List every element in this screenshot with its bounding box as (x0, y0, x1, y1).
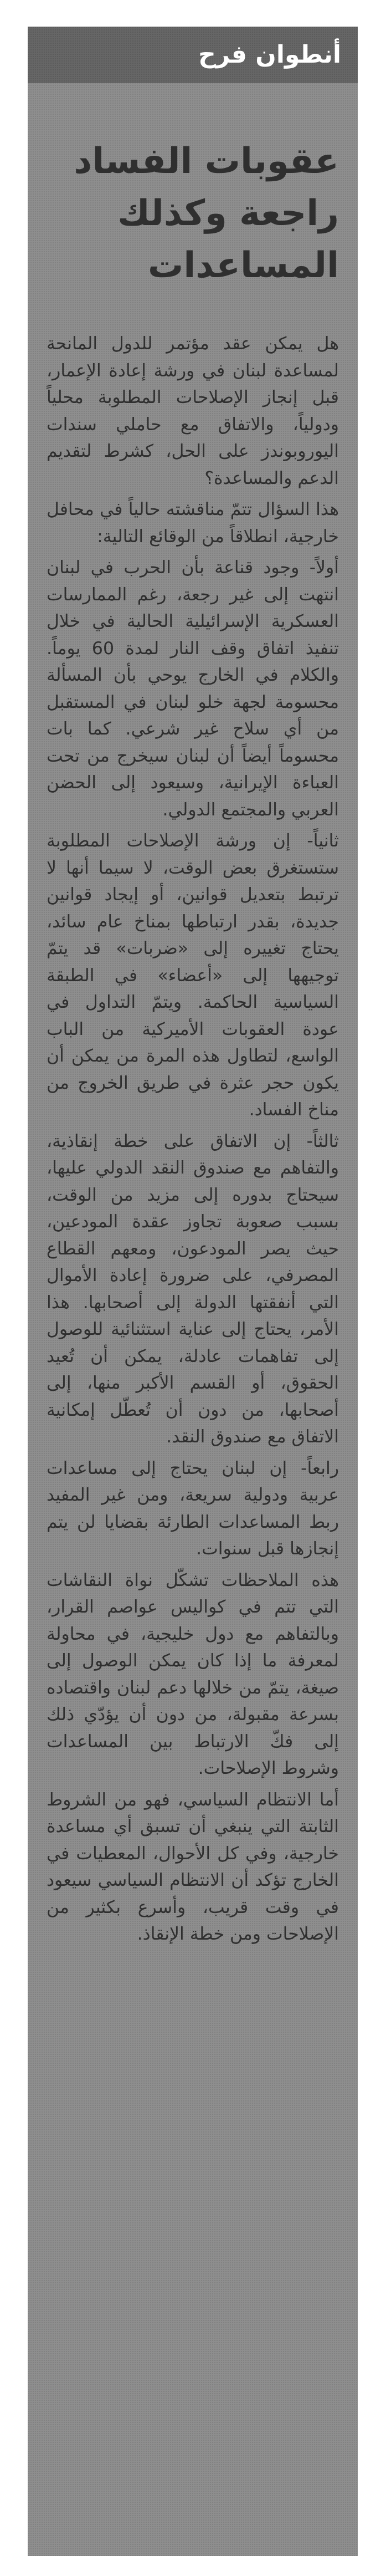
article-paragraph: أولاً- وجود قناعة بأن الحرب في لبنان انتهت إلى غير رجعة، رغم الممارسات العسكرية الإسرائيلية الحالية في خلال تنفيذ اتفاق وقف النار لمدة 60 يوماً. والكلام في الخارج يوحي بأن المسألة محسومة لجهة خلو لبنان في المستقبل من أي سلاح غير شرعي. كما بات محسوماً أيضاً أن لبنان سيخرج من تحت العباءة الإيرانية، وسيعود إلى الحضن العربي والمجتمع الدولي. (47, 558, 339, 820)
article-paragraph: ثالثاً- إن الاتفاق على خطة إنقاذية، والتفاهم مع صندوق النقد الدولي عليها، سيحتاج بدوره إلى مزيد من الوقت، بسبب صعوبة تجاوز عقدة المودعين، حيث يصر المودعون، ومعهم القطاع المصرفي، على ضرورة إعادة الأموال التي أنفقتها الدولة إلى أصحابها. هذا الأمر، يحتاج إلى عناية استثنائية للوصول إلى تفاهمات عادلة، يمكن أن تُعيد الحقوق، أو القسم الأكبر منها، إلى أصحابها، من دون أن تُعطّل إمكانية الاتفاق مع صندوق النقد. (47, 1131, 339, 1447)
article-panel (28, 27, 358, 2556)
article-body (47, 330, 339, 1948)
author-name: أنطوان فرح (198, 40, 341, 69)
article-paragraph: هذه الملاحظات تشكّل نواة النقاشات التي تتم في كواليس عواصم القرار، وبالتفاهم مع دول خليجية، في محاولة لمعرفة ما إذا كان يمكن الوصول إلى صيغة، يتمّ من خلالها دعم لبنان واقتصاده بسرعة مقبولة، من دون أن يؤدّي ذلك إلى فكّ الارتباط بين المساعدات وشروط الإصلاحات. (47, 1570, 339, 1778)
article-paragraph: رابعاً- إن لبنان يحتاج إلى مساعدات عربية ودولية سريعة، ومن غير المفيد ربط المساعدات الطارئة بقضايا لن يتم إنجازها قبل سنوات. (47, 1458, 339, 1559)
article-paragraph: هذا السؤال تتمّ مناقشته حالياً في محافل خارجية، انطلاقاً من الوقائع التالية: (47, 499, 339, 547)
article-headline: عقوبات الفساد راجعة وكذلك المساعدات (74, 141, 339, 286)
article-paragraph: أما الانتظام السياسي، فهو من الشروط الثابتة التي ينبغي أن تسبق أي مساعدة خارجية، وفي كل الأحوال، المعطيات في الخارج تؤكد أن الانتظام السياسي سيعود في وقت قريب، وأسرع بكثير من الإصلاحات ومن خطة الإنقاذ. (47, 1789, 339, 1944)
article-paragraph: ثانياً- إن ورشة الإصلاحات المطلوبة ستستغرق بعض الوقت، لا سيما أنها لا ترتبط بتعديل قوانين، أو إيجاد قوانين جديدة، بقدر ارتباطها بمناخ عام سائد، يحتاج تغييره إلى «ضربات» قد يتمّ توجيهها إلى «أعضاء» في الطبقة السياسية الحاكمة. ويتمّ التداول في عودة العقوبات الأميركية من الباب الواسع، لتطاول هذه المرة من يمكن أن يكون حجر عثرة في طريق الخروج من مناخ الفساد. (47, 831, 339, 1120)
author-bar (28, 27, 358, 83)
article-paragraph: هل يمكن عقد مؤتمر للدول المانحة لمساعدة لبنان في ورشة إعادة الإعمار، قبل إنجاز الإصلاحات المطلوبة محلياً ودولياً، والاتفاق مع حاملي سندات اليوروبوندز على الحل، كشرط لتقديم الدعم والمساعدة؟ (47, 334, 339, 488)
